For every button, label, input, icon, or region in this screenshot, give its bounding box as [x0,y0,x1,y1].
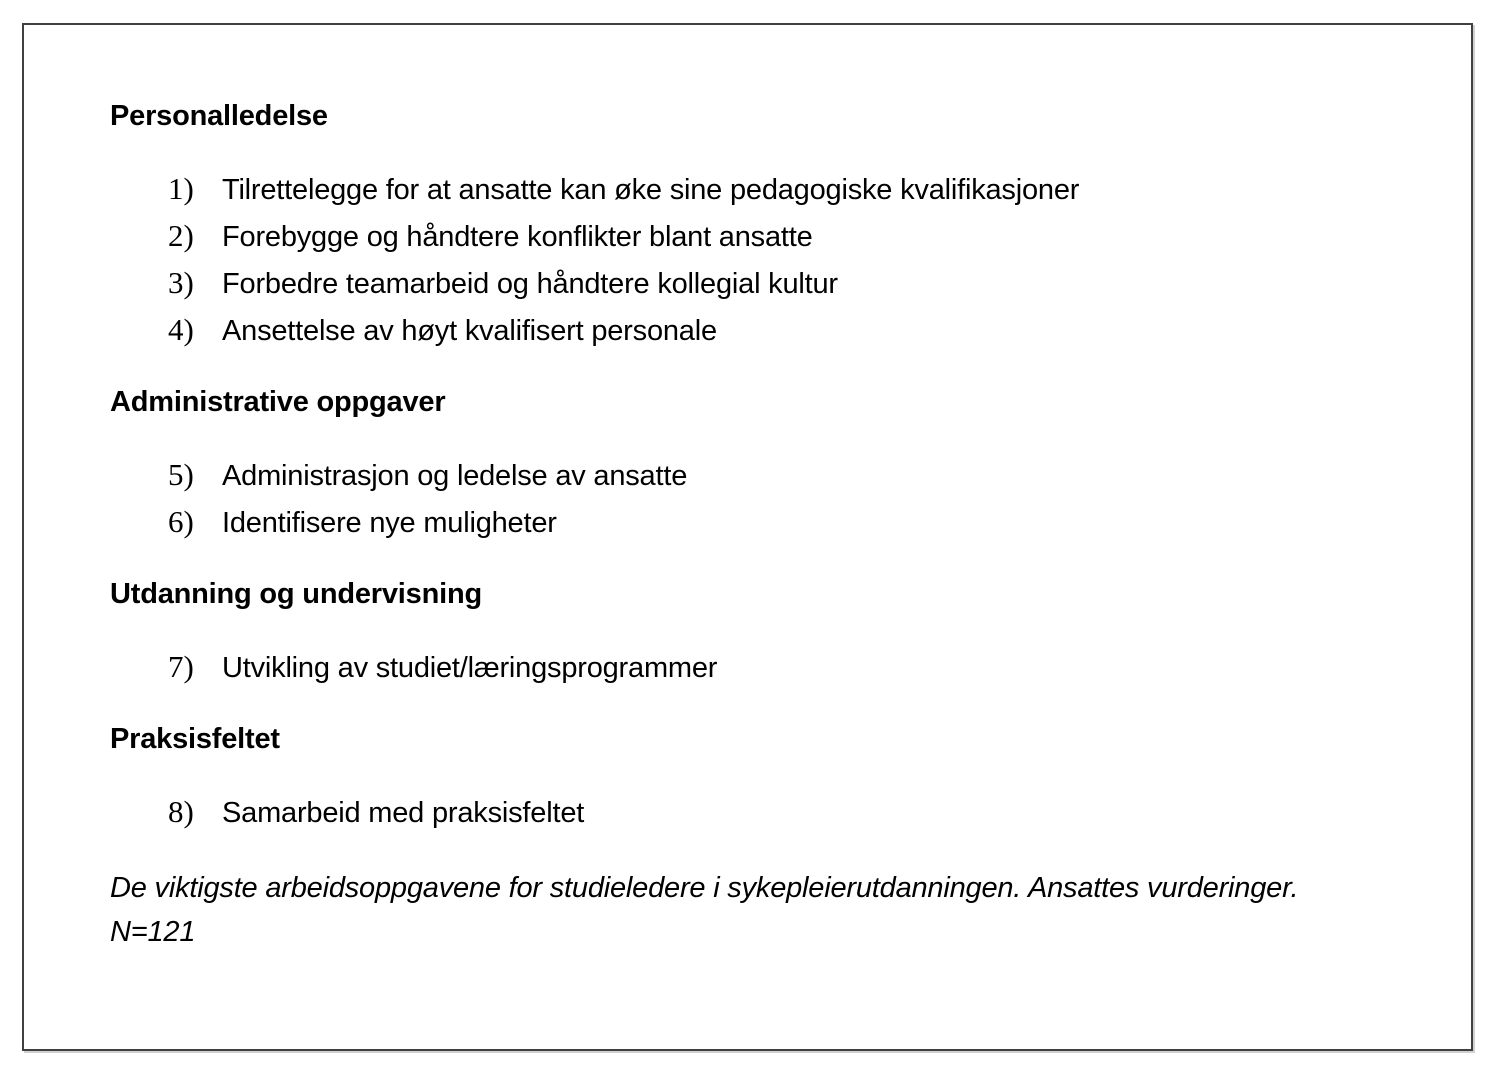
figure-caption: De viktigste arbeidsoppgavene for studieledere i sykepleierutdanningen. Ansattes vurderinger. N=121 [110,872,1299,948]
list-item-number: 7) [168,649,194,684]
list-item [110,789,1441,836]
section-heading: Administrative oppgaver [110,386,446,418]
list-item-number: 6) [168,504,194,539]
list-item-text: Samarbeid med praksisfeltet [222,797,585,829]
list-item-text: Forebygge og håndtere konflikter blant ansatte [222,221,813,253]
section-praksisfeltet [110,721,1441,836]
task-list [110,452,1441,546]
section-administrative-oppgaver [110,384,1441,546]
task-list [110,644,1441,691]
list-item-number: 1) [168,171,194,206]
list-item-number: 2) [168,218,194,253]
list-item-text: Forbedre teamarbeid og håndtere kollegial kultur [222,268,838,300]
list-item-number: 3) [168,265,194,300]
list-item [110,499,1441,546]
list-item [110,166,1441,213]
section-heading: Utdanning og undervisning [110,578,482,610]
list-item [110,307,1441,354]
task-list [110,166,1441,354]
list-item [110,644,1441,691]
list-item [110,260,1441,307]
list-item-number: 5) [168,457,194,492]
list-item [110,213,1441,260]
list-item-number: 4) [168,312,194,347]
section-heading: Personalledelse [110,100,328,132]
task-list [110,789,1441,836]
section-heading: Praksisfeltet [110,723,280,755]
list-item-text: Identifisere nye muligheter [222,507,557,539]
list-item-number: 8) [168,794,194,829]
list-item-text: Tilrettelegge for at ansatte kan øke sine pedagogiske kvalifikasjoner [222,174,1080,206]
section-personalledelse [110,98,1441,354]
figure-box [22,23,1473,1051]
list-item-text: Ansettelse av høyt kvalifisert personale [222,315,717,347]
list-item-text: Administrasjon og ledelse av ansatte [222,460,688,492]
list-item [110,452,1441,499]
list-item-text: Utvikling av studiet/læringsprogrammer [222,652,718,684]
section-utdanning-og-undervisning [110,576,1441,691]
